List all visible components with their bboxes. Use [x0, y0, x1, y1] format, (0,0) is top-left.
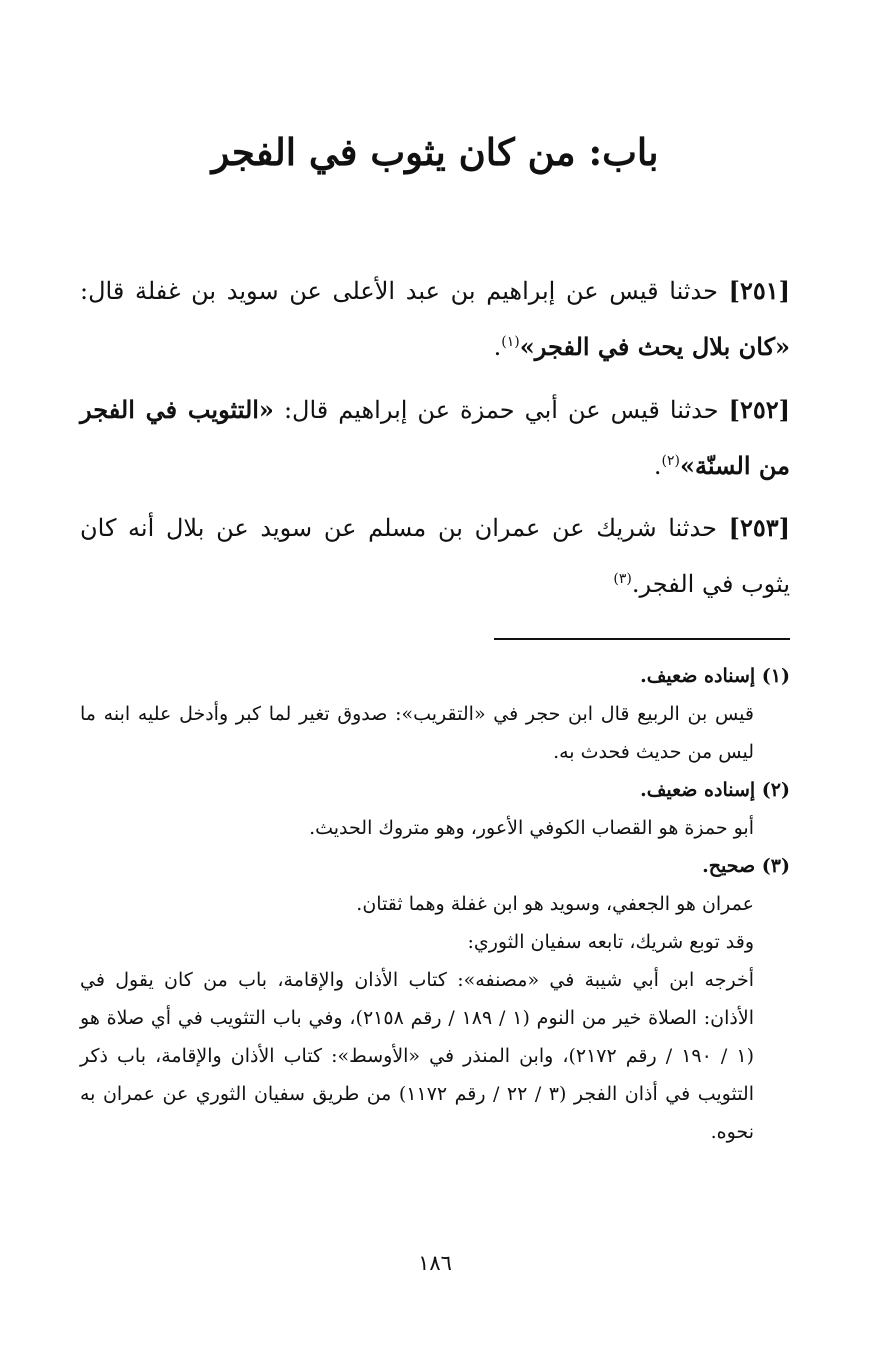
hadith-end: .: [493, 333, 502, 361]
footnotes: [80, 657, 790, 1151]
hadith-text: حدثنا قيس عن أبي حمزة عن إبراهيم قال:: [273, 396, 719, 424]
hadith-text: حدثنا قيس عن إبراهيم بن عبد الأعلى عن سويد بن غفلة قال:: [80, 277, 718, 305]
footnote-marker[interactable]: (٢): [661, 453, 681, 469]
chapter-title: باب: من كان يثوب في الفجر: [211, 130, 659, 174]
footnote-3-label: (٣) صحيح.: [702, 855, 790, 877]
footnote-2-text: أبو حمزة هو القصاب الكوفي الأعور، وهو متروك الحديث.: [309, 817, 754, 839]
footnote-marker[interactable]: (٣): [613, 571, 632, 587]
hadith-quote: «التثويب في الفجر من السنّة»: [80, 395, 790, 480]
hadith-253: [80, 500, 790, 612]
hadith-quote: «كان بلال يحث في الفجر»: [519, 332, 790, 361]
hadith-251: [80, 263, 790, 375]
book-page: [80, 0, 790, 1366]
footnote-3-text: عمران هو الجعفي، وسويد هو ابن غفلة وهما ثقتان.: [356, 893, 754, 915]
hadith-number: [٢٥٢]: [728, 395, 790, 424]
hadith-text: حدثنا شريك عن عمران بن مسلم عن سويد عن بلال أنه كان يثوب في الفجر.: [80, 514, 790, 598]
hadith-end: .: [653, 452, 662, 480]
footnote-3-text: وقد توبع شريك، تابعه سفيان الثوري:: [467, 931, 754, 953]
footnote-1-text: قيس بن الربيع قال ابن حجر في «التقريب»: صدوق تغير لما كبر وأدخل عليه ابنه ما ليس من حديث فحدث به.: [80, 703, 754, 763]
hadith-252: [80, 382, 790, 494]
footnote-1-label: (١) إسناده ضعيف.: [640, 665, 790, 687]
footnote-marker[interactable]: (١): [501, 334, 520, 350]
footnote-2-label: (٢) إسناده ضعيف.: [640, 779, 790, 801]
footnote-separator: [494, 638, 790, 640]
hadith-number: [٢٥٣]: [728, 513, 790, 542]
page-number: ١٨٦: [418, 1251, 452, 1275]
hadith-number: [٢٥١]: [728, 276, 790, 305]
footnote-3-text: أخرجه ابن أبي شيبة في «مصنفه»: كتاب الأذان والإقامة، باب من كان يقول في الأذان: الصلاة خير من النوم (١ / ١٨٩ / رقم ٢١٥٨)، وفي باب التثويب في أي صلاة هو (١ / ١٩٠ / رقم ٢١٧٢)، وابن المنذر في «الأوسط»: كتاب الأذان والإقامة، باب ذكر التثويب في أذان الفجر (٣ / ٢٢ / رقم ١١٧٢) من طريق سفيان الثوري عن عمران به نحوه.: [80, 969, 754, 1143]
